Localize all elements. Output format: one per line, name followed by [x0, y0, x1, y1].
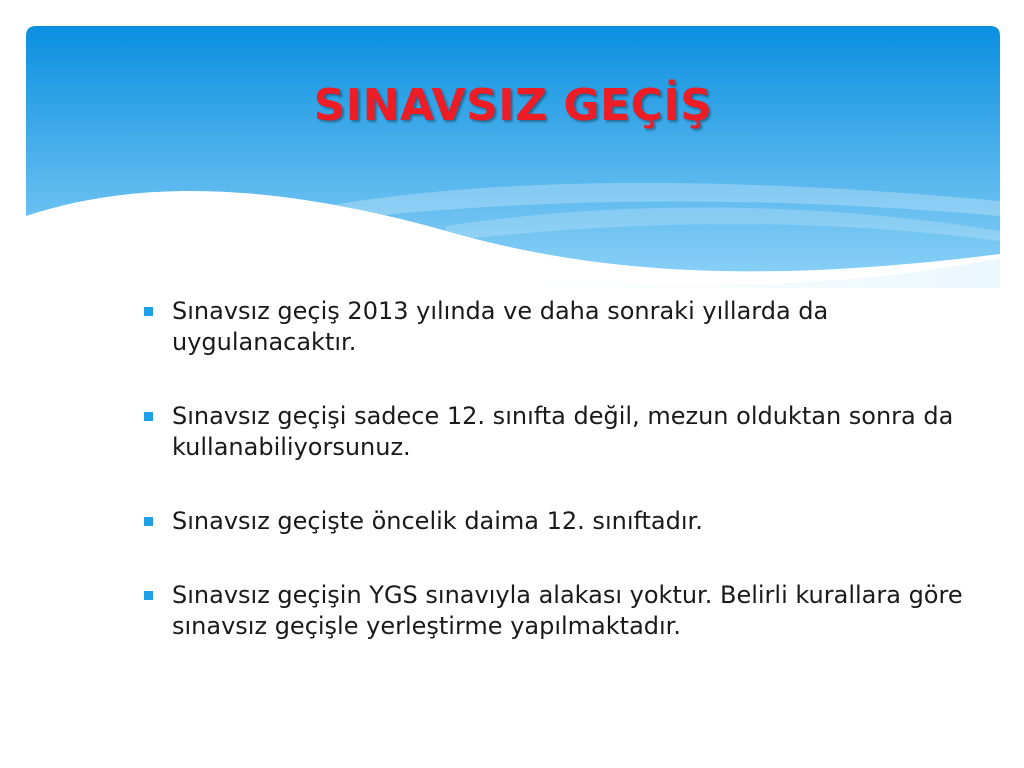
slide-title: SINAVSIZ GEÇİŞ: [313, 80, 713, 131]
bullet-text: Sınavsız geçişte öncelik daima 12. sınıftadır.: [172, 507, 703, 535]
square-bullet-icon: [144, 591, 153, 600]
square-bullet-icon: [144, 412, 153, 421]
bullet-text: Sınavsız geçişi sadece 12. sınıfta değil, mezun olduktan sonra da kullanabiliyorsunuz.: [172, 402, 954, 461]
bullet-item: [140, 296, 980, 358]
square-bullet-icon: [144, 307, 153, 316]
bullet-text: Sınavsız geçişin YGS sınavıyla alakası yoktur. Belirli kurallara göre sınavsız geçişle yerleştirme yapılmaktadır.: [172, 581, 963, 640]
bullet-list: [140, 296, 980, 642]
bullet-item: [140, 506, 980, 537]
bullet-item: [140, 580, 980, 642]
square-bullet-icon: [144, 517, 153, 526]
bullet-text: Sınavsız geçiş 2013 yılında ve daha sonraki yıllarda da uygulanacaktır.: [172, 297, 829, 356]
wave-graphic: [26, 26, 1000, 288]
bullet-item: [140, 401, 980, 463]
header-wave-banner: [26, 26, 1000, 288]
